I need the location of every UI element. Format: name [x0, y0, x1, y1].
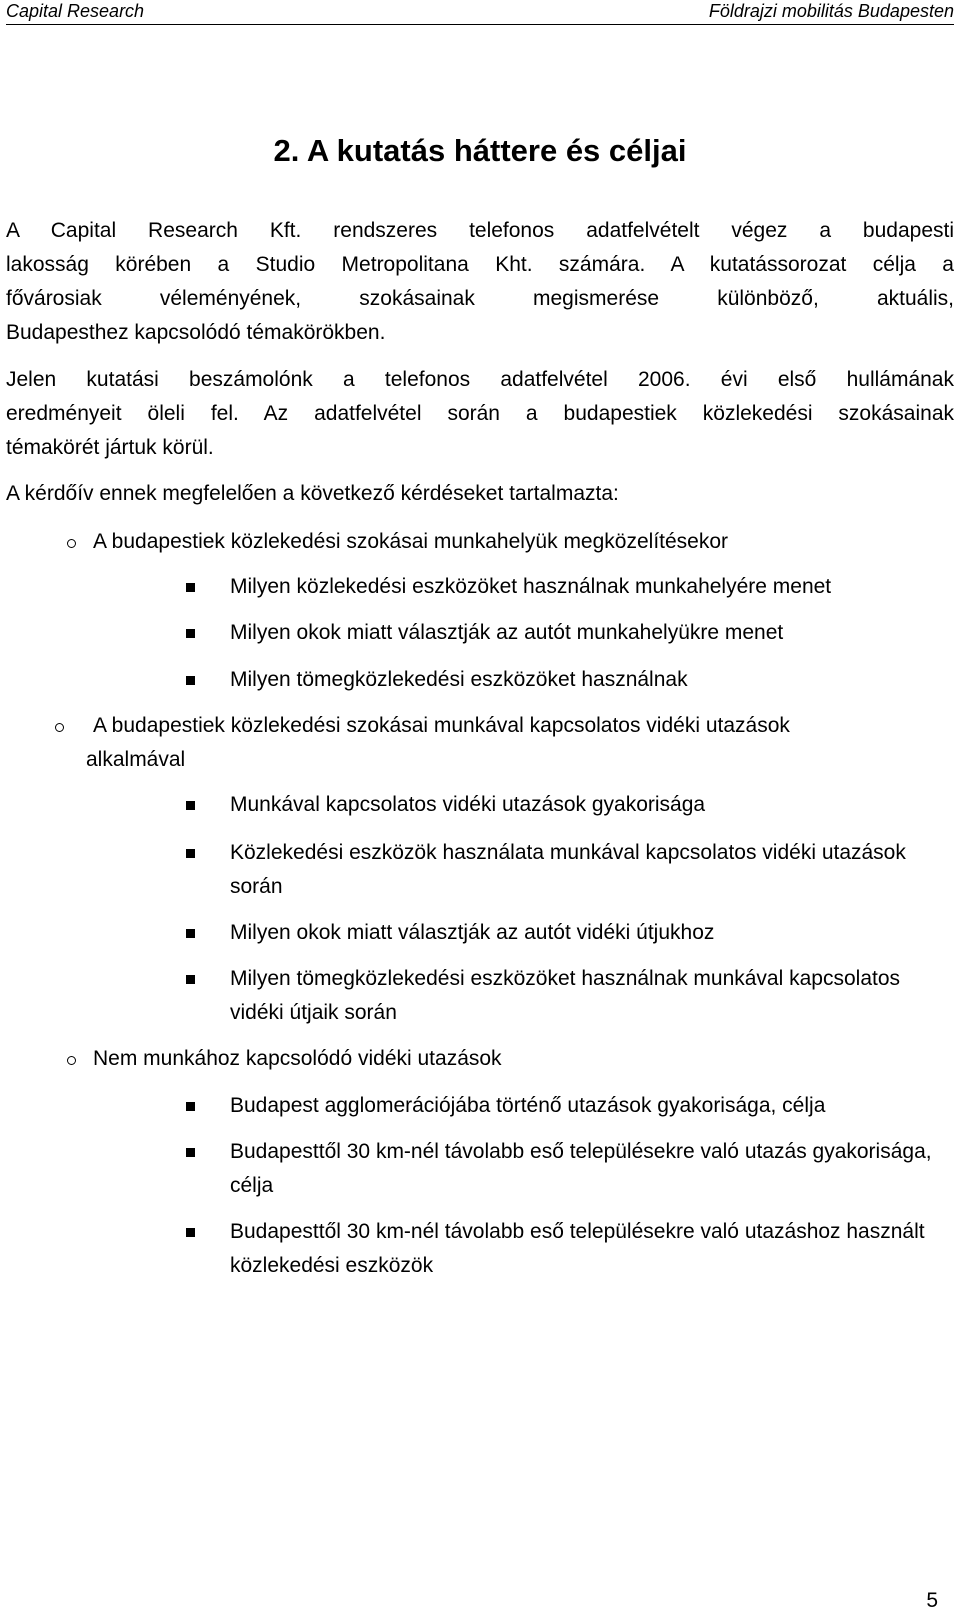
bullet-circle-icon — [67, 539, 76, 548]
question-item: Budapesttől 30 km-nél távolabb eső településekre való utazáshoz használt közlekedési eszközök — [230, 1220, 925, 1277]
bullet-square-icon — [186, 676, 195, 685]
question-item: Milyen tömegközlekedési eszközöket használnak — [230, 668, 688, 691]
intro-line: Budapesthez kapcsolódó témakörökben. — [6, 321, 386, 344]
topic-work-trips-line2: alkalmával — [86, 748, 186, 771]
header-report-title: Földrajzi mobilitás Budapesten — [708, 1, 954, 21]
questionnaire-intro-text: A kérdőív ennek megfelelően a következő kérdéseket tartalmazta: — [6, 482, 619, 505]
bullet-circle-icon — [55, 723, 64, 732]
topic-workplace-commute: A budapestiek közlekedési szokásai munkahelyük megközelítésekor — [93, 530, 729, 553]
bullet-square-icon — [186, 1148, 195, 1157]
question-item: Milyen okok miatt választják az autót vidéki útjukhoz — [230, 921, 715, 944]
scope-line: Jelen kutatási beszámolónk a telefonos adatfelvétel 2006. évi első hullámának — [6, 368, 954, 391]
question-item: Milyen közlekedési eszközöket használnak munkahelyére menet — [230, 575, 832, 598]
intro-paragraph — [6, 214, 954, 350]
question-item: Budapesttől 30 km-nél távolabb eső településekre való utazás gyakorisága, célja — [230, 1140, 932, 1197]
scope-line: eredményeit öleli fel. Az adatfelvétel során a budapestiek közlekedési szokásainak — [6, 402, 954, 425]
bullet-square-icon — [186, 849, 195, 858]
bullet-square-icon — [186, 801, 195, 810]
intro-line: A Capital Research Kft. rendszeres telefonos adatfelvételt végez a budapesti — [6, 219, 954, 242]
question-item: Munkával kapcsolatos vidéki utazások gyakorisága — [230, 793, 706, 816]
question-item: Közlekedési eszközök használata munkával kapcsolatos vidéki utazások során — [230, 841, 906, 898]
bullet-square-icon — [186, 1228, 195, 1237]
running-header — [6, 0, 954, 25]
scope-paragraph — [6, 363, 954, 465]
scope-line: témakörét jártuk körül. — [6, 436, 214, 459]
header-company: Capital Research — [6, 1, 145, 21]
questionnaire-intro — [6, 477, 954, 511]
intro-line: fővárosiak véleményének, szokásainak megismerése különböző, aktuális, — [6, 287, 954, 310]
intro-line: lakosság körében a Studio Metropolitana Kht. számára. A kutatássorozat célja a — [6, 253, 954, 276]
question-item: Milyen okok miatt választják az autót munkahelyükre menet — [230, 621, 784, 644]
bullet-square-icon — [186, 975, 195, 984]
bullet-circle-icon — [67, 1056, 76, 1065]
bullet-square-icon — [186, 1102, 195, 1111]
topic-non-work-trips: Nem munkához kapcsolódó vidéki utazások — [93, 1047, 502, 1070]
bullet-square-icon — [186, 929, 195, 938]
question-item: Milyen tömegközlekedési eszközöket használnak munkával kapcsolatos vidéki útjaik során — [230, 967, 901, 1024]
section-title: 2. A kutatás háttere és céljai — [273, 133, 687, 168]
page-number: 5 — [926, 1589, 938, 1612]
topic-work-trips-line1: A budapestiek közlekedési szokásai munkával kapcsolatos vidéki utazások — [93, 714, 790, 737]
bullet-square-icon — [186, 583, 195, 592]
bullet-square-icon — [186, 629, 195, 638]
question-item: Budapest agglomerációjába történő utazások gyakorisága, célja — [230, 1094, 826, 1117]
